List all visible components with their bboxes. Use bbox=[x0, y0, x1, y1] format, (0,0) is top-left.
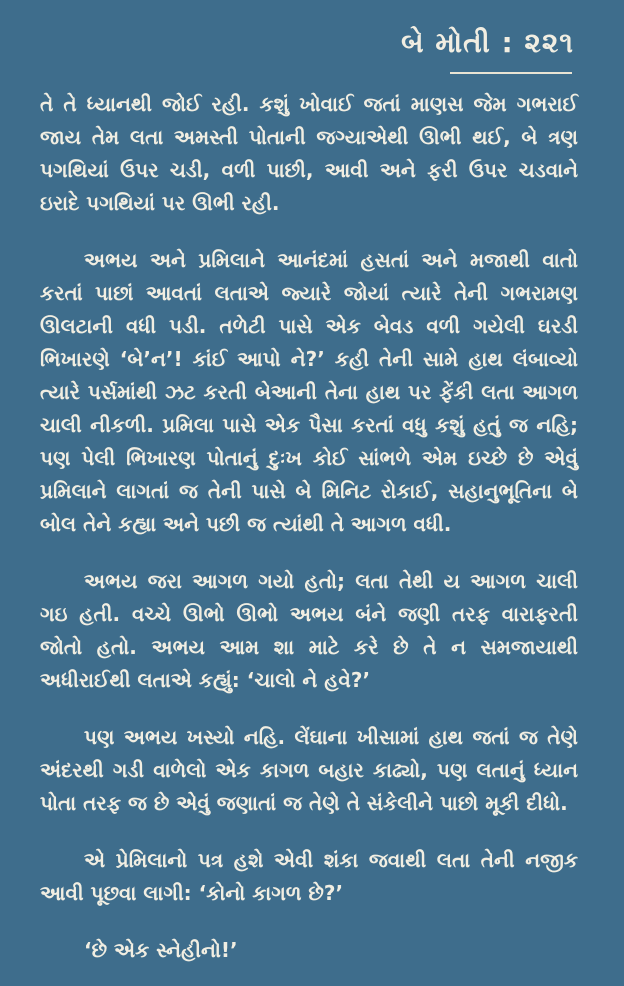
paragraph-6: ‘છે એક સ્નેહીનો!’ bbox=[84, 938, 238, 962]
running-header: બે મોતી : ૨૨૧ bbox=[401, 26, 574, 59]
header-underline bbox=[450, 72, 572, 74]
paragraph-3: અભય જરા આગળ ગયો હતો; લતા તેથી ય આગળ ચાલી ગઇ હતી. વચ્ચે ઊભો ઊભો અભય બંને જણી તરફ વારાફરતી જોતો હતો. અભય આમ શા માટે કરે છે તે ન સમજાયાથી અધીરાઈથી લતાએ કહ્યું: ‘ચાલો ને હવે?’ bbox=[40, 569, 578, 692]
paragraph-2: અભય અને પ્રમિલાને આનંદમાં હસતાં અને મજાથી વાતો કરતાં પાછાં આવતાં લતાએ જ્યારે જોયાં ત્યારે તેની ગભરામણ ઊલટાની વધી પડી. તળેટી પાસે એક બેવડ વળી ગયેલી ઘરડી ભિખારણે ‘બે’ન’! કાંઈ આપો ને?’ કહી તેની સામે હાથ લંબાવ્યો ત્યારે પર્સમાંથી ઝટ કરતી બેઆની તેના હાથ પર ફેંકી લતા આગળ ચાલી નીકળી. પ્રમિલા પાસે એક પૈસા કરતાં વધુ કશું હતું જ નહિ; પણ પેલી ભિખારણ પોતાનું દુઃખ કોઈ સાંભળે એમ ઇચ્છે છે એવું પ્રમિલાને લાગતાં જ તેની પાસે બે મિનિટ રોકાઈ, સહાનુભૂતિના બે બોલ તેને કહ્યા અને પછી જ ત્યાંથી તે આગળ વધી. bbox=[40, 248, 578, 536]
paragraph-1: તે તે ધ્યાનથી જોઈ રહી. કશું ખોવાઈ જતાં માણસ જેમ ગભરાઈ જાય તેમ લતા અમસ્તી પોતાની જગ્યાએથી ઊભી થઈ, બે ત્રણ પગથિયાં ઉપર ચડી, વળી પાછી, આવી અને ફરી ઉપર ચડવાને ઇરાદે પગથિયાં પર ઊભી રહી. bbox=[40, 92, 578, 215]
body-text bbox=[40, 88, 578, 967]
paragraph-5: એ પ્રેમિલાનો પત્ર હશે એવી શંકા જવાથી લતા તેની નજીક આવી પૂછવા લાગી: ‘કોનો કાગળ છે?’ bbox=[40, 848, 578, 905]
paragraph-4: પણ અભય ખસ્યો નહિ. લેંઘાના ખીસામાં હાથ જતાં જ તેણે અંદરથી ગડી વાળેલો એક કાગળ બહાર કાઢ્યો, પણ લતાનું ધ્યાન પોતા તરફ જ છે એવું જણાતાં જ તેણે તે સંકેલીને પાછો મૂકી દીધો. bbox=[40, 725, 578, 815]
